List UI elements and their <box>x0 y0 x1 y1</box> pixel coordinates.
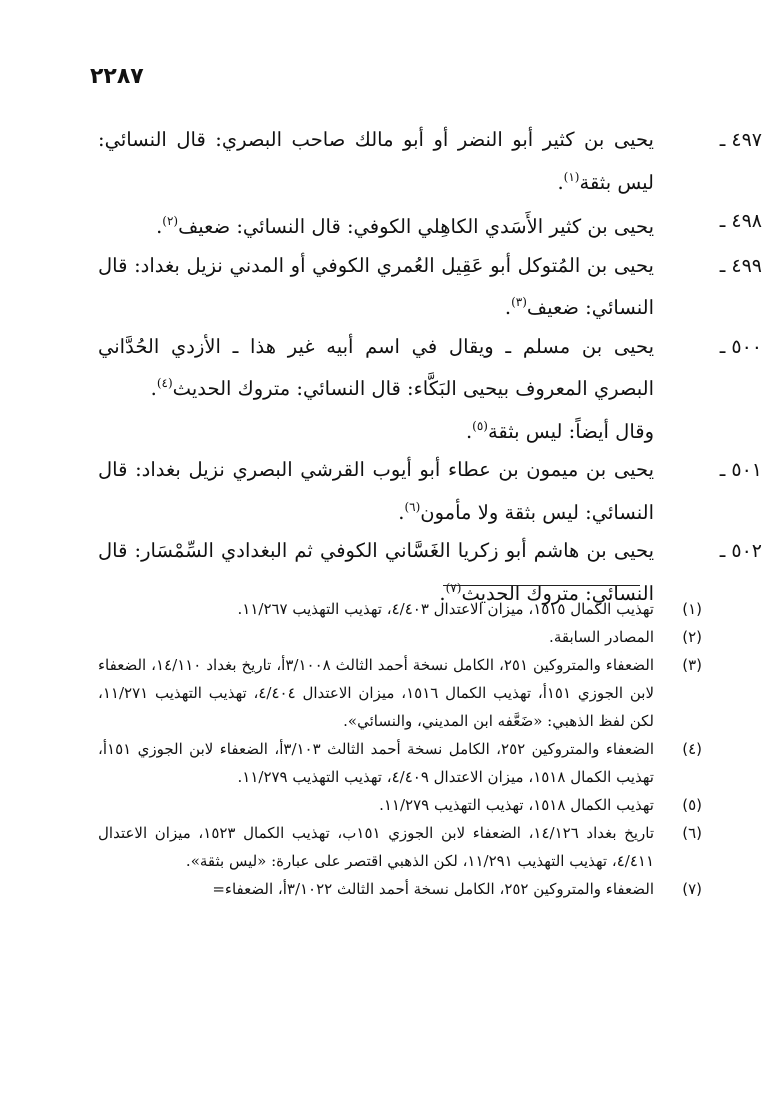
entry-number: ٥٠٢ ـ <box>719 540 762 562</box>
footnote-ref: (٧) <box>445 580 462 595</box>
entries-list <box>98 122 762 614</box>
footnote-number: (١) <box>682 600 702 618</box>
entry-text: يحيى بن كثير الأَسَدي الكاهِلي الكوفي: قال النسائي: ضعيف$^{(٢)}$. <box>156 214 654 238</box>
entry-text: يحيى بن هاشم أبو زكريا الغَسَّاني الكوفي ثم البغدادي السِّمْسَار: قال النسائي: متروك الحديث$^{(٧)}$. <box>98 539 654 605</box>
entry-text: يحيى بن مسلم ـ ويقال في اسم أبيه غير هذا ـ الأزدي الحُدَّاني البصري المعروف بيحيى البَكَّاء: قال النسائي: متروك الحديث$^{(٤)}$. <box>98 334 654 400</box>
page-number: ٢٢٨٧ <box>90 64 144 89</box>
footnote-text: الضعفاء والمتروكين ٢٥١، الكامل نسخة أحمد الثالث ٣/١٠٠٨أ، تاريخ بغداد ١٤/١١٠، الضعفاء لابن الجوزي ١٥١أ، تهذيب الكمال ١٥١٦، ميزان الاعتدال ٤/٤٠٤، تهذيب التهذيب ١١/٢٧١، لكن لفظ الذهبي: «ضَعَّفه ابن المديني، والنسائي». <box>98 656 655 730</box>
footnote-ref: (٦) <box>404 499 421 514</box>
entry-number: ٤٩٩ ـ <box>719 254 762 277</box>
entry-number: ٤٩٧ ـ <box>719 129 762 151</box>
footnote-text: تهذيب الكمال ١٥١٥، ميزان الاعتدال ٤/٤٠٣، تهذيب التهذيب ١١/٢٦٧. <box>237 600 654 618</box>
entry <box>98 248 762 327</box>
entry <box>98 329 762 451</box>
entry <box>98 203 762 246</box>
footnote <box>98 791 702 819</box>
footnote <box>98 651 702 735</box>
entry-number: ٤٩٨ ـ <box>719 210 762 232</box>
footnote-ref: (١) <box>563 169 580 184</box>
footnote <box>98 875 702 903</box>
footnote-text: المصادر السابقة. <box>549 628 654 646</box>
footnote <box>98 595 702 623</box>
footnote-number: (٧) <box>682 880 702 898</box>
footnote-ref: (٢) <box>162 214 179 228</box>
footnote-number: (٣) <box>682 656 702 674</box>
entry-text: يحيى بن المُتوكل أبو عَقِيل العُمري الكوفي أو المدني نزيل بغداد: قال النسائي: ضعيف$^{(٣)}$. <box>98 253 654 319</box>
footnote-number: (٢) <box>682 628 702 646</box>
footnote-number: (٤) <box>682 740 702 758</box>
entry-number: ٥٠١ ـ <box>719 459 762 481</box>
entry-text: يحيى بن ميمون بن عطاء أبو أيوب القرشي البصري نزيل بغداد: قال النسائي: ليس بثقة ولا مأمون$^{(٦)}$. <box>98 458 654 524</box>
footnote-ref: (٤) <box>156 376 173 390</box>
entry <box>98 452 762 531</box>
entry-text: يحيى بن كثير أبو النضر أو أبو مالك صاحب البصري: قال النسائي: ليس بثقة$^{(١)}$. <box>98 128 654 194</box>
footnote-number: (٥) <box>682 796 702 814</box>
footnote-text: الضعفاء والمتروكين ٢٥٢، الكامل نسخة أحمد الثالث ٣/١٠٢٢أ، الضعفاء= <box>212 880 654 898</box>
footnotes-list <box>98 595 702 903</box>
footnote <box>98 623 702 651</box>
footnote-ref: (٥) <box>472 418 488 433</box>
footnote-ref: (٣) <box>511 295 527 309</box>
footnote <box>98 819 702 875</box>
footnote-text: الضعفاء والمتروكين ٢٥٢، الكامل نسخة أحمد الثالث ٣/١٠٣أ، الضعفاء لابن الجوزي ١٥١أ، تهذيب الكمال ١٥١٨، ميزان الاعتدال ٤/٤٠٩، تهذيب التهذيب ١١/٢٧٩. <box>98 740 655 786</box>
footnote-number: (٦) <box>682 824 702 842</box>
footnote-divider <box>443 585 640 586</box>
entry <box>98 122 762 201</box>
footnote-text: تاريخ بغداد ١٤/١٢٦، الضعفاء لابن الجوزي ١٥١ب، تهذيب الكمال ١٥٢٣، ميزان الاعتدال ٤/٤١١، تهذيب التهذيب ١١/٢٩١، لكن الذهبي اقتصر على عبارة: «ليس بثقة». <box>98 824 655 870</box>
footnote <box>98 735 702 791</box>
footnote-text: تهذيب الكمال ١٥١٨، تهذيب التهذيب ١١/٢٧٩. <box>379 796 654 814</box>
entry-number: ٥٠٠ ـ <box>719 335 762 358</box>
entry-text-continued: وقال أيضاً: ليس بثقة$^{(٥)}$. <box>465 418 654 443</box>
